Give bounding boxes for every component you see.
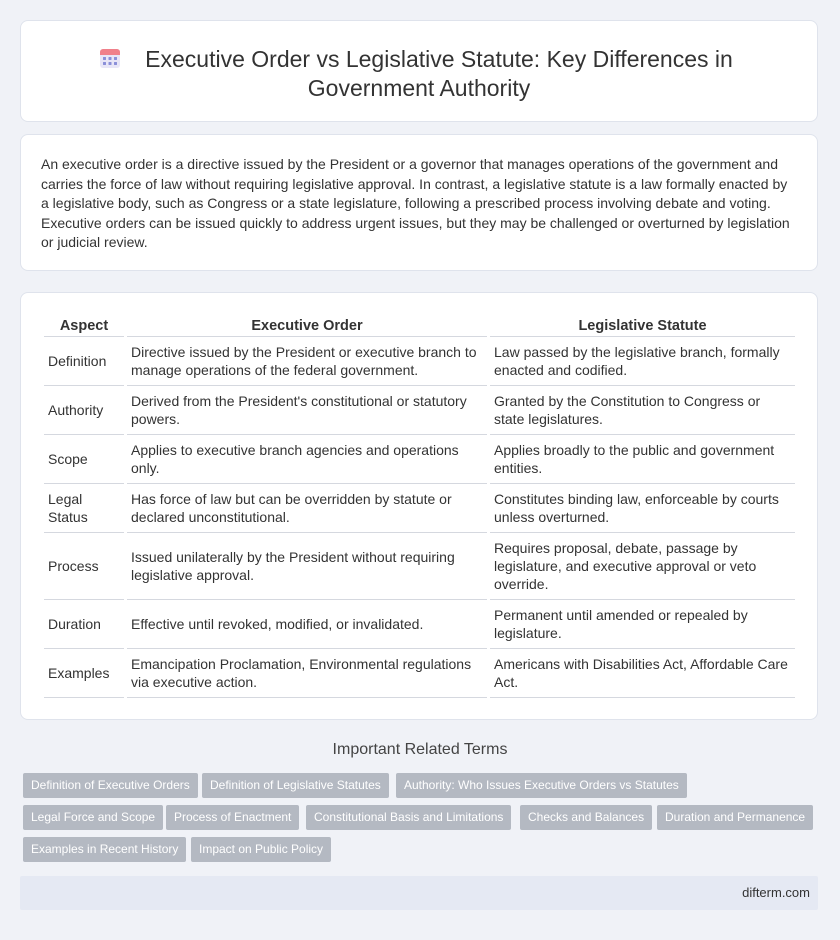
header-legislative-statute: Legislative Statute [490,315,795,337]
aspect-cell: Examples [44,649,124,698]
legislative-statute-cell: Americans with Disabilities Act, Affordable Care Act. [490,649,795,698]
legislative-statute-cell: Permanent until amended or repealed by legislature. [490,600,795,649]
legislative-statute-cell: Law passed by the legislative branch, formally enacted and codified. [490,337,795,386]
executive-order-cell: Directive issued by the President or executive branch to manage operations of the federal government. [127,337,487,386]
footer-site-link[interactable]: difterm.com [742,885,810,900]
aspect-cell: Legal Status [44,484,124,533]
aspect-cell: Authority [44,386,124,435]
header-executive-order: Executive Order [127,315,487,337]
title-card [20,20,818,122]
related-tag[interactable]: Impact on Public Policy [191,837,331,862]
comparison-table-card [20,292,818,720]
footer [20,876,818,910]
executive-order-cell: Effective until revoked, modified, or invalidated. [127,600,487,649]
executive-order-cell: Has force of law but can be overridden by statute or declared unconstitutional. [127,484,487,533]
table-row [44,337,795,386]
header-aspect: Aspect [44,315,124,337]
related-tag[interactable]: Checks and Balances [520,805,652,830]
executive-order-cell: Emancipation Proclamation, Environmental regulations via executive action. [127,649,487,698]
table-row [44,435,795,484]
related-tag[interactable]: Definition of Legislative Statutes [202,773,389,798]
legislative-statute-cell: Applies broadly to the public and government entities. [490,435,795,484]
aspect-cell: Definition [44,337,124,386]
table-row [44,484,795,533]
table-row [44,386,795,435]
legislative-statute-cell: Requires proposal, debate, passage by legislature, and executive approval or veto override. [490,533,795,600]
comparison-table [41,315,798,698]
table-header-row [44,315,795,337]
page-title-line-1: Executive Order vs Legislative Statute: Key Differences in [145,46,733,72]
executive-order-cell: Issued unilaterally by the President without requiring legislative approval. [127,533,487,600]
table-row [44,649,795,698]
related-tag[interactable]: Duration and Permanence [657,805,813,830]
page-title [21,45,817,103]
related-tag[interactable]: Process of Enactment [166,805,299,830]
aspect-cell: Scope [44,435,124,484]
related-tag[interactable]: Constitutional Basis and Limitations [306,805,511,830]
page-title-line-2: Government Authority [307,75,531,101]
related-tag[interactable]: Authority: Who Issues Executive Orders vs Statutes [396,773,687,798]
executive-order-cell: Applies to executive branch agencies and operations only. [127,435,487,484]
intro-paragraph: An executive order is a directive issued by the President or a governor that manages operations of the government and carries the force of law without requiring legislative approval. In contrast, a legislative statute is a law formally enacted by a legislative body, such as Congress or a state legislature, following a prescribed process involving debate and voting. Executive orders can be issued quickly to address urgent issues, but they may be challenged or overturned by legislation or judicial review. [41,156,790,250]
legislative-statute-cell: Granted by the Constitution to Congress or state legislatures. [490,386,795,435]
executive-order-cell: Derived from the President's constitutional or statutory powers. [127,386,487,435]
related-tag[interactable]: Definition of Executive Orders [23,773,198,798]
table-row [44,600,795,649]
legislative-statute-cell: Constitutes binding law, enforceable by courts unless overturned. [490,484,795,533]
aspect-cell: Duration [44,600,124,649]
related-tag[interactable]: Examples in Recent History [23,837,186,862]
related-tag[interactable]: Legal Force and Scope [23,805,163,830]
table-row [44,533,795,600]
aspect-cell: Process [44,533,124,600]
intro-card [20,134,818,271]
related-terms-title: Important Related Terms [332,741,508,758]
